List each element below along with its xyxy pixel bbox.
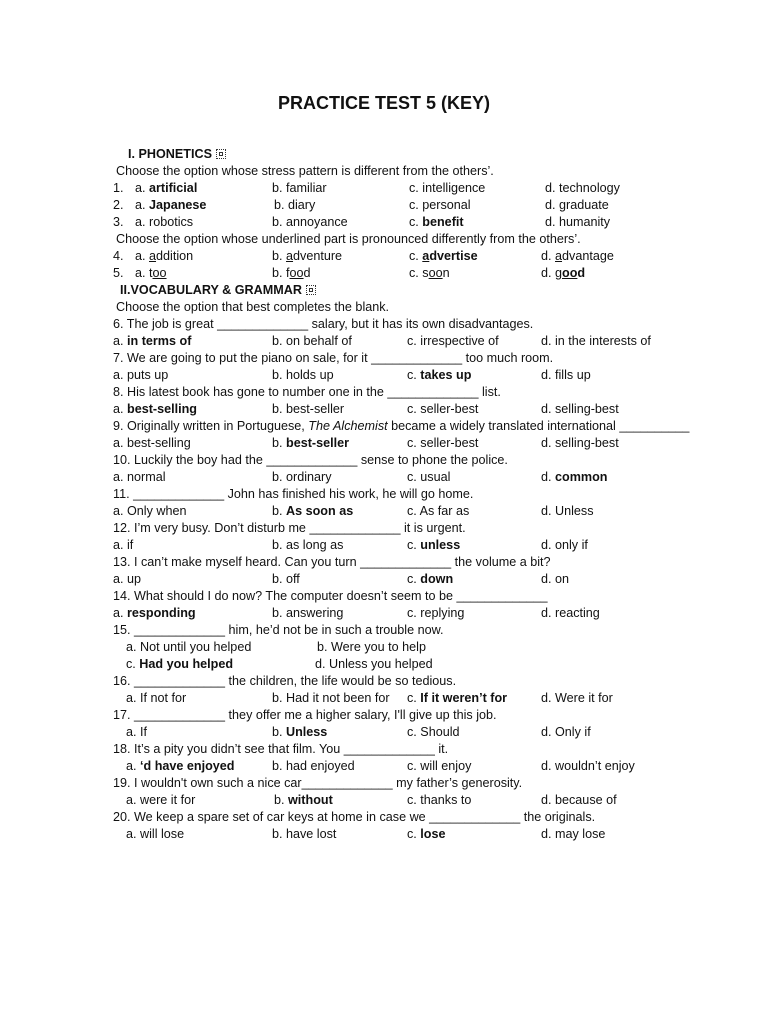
- option-b: b. as long as: [272, 538, 344, 552]
- question-17-options: a. If b. Unless c. Should d. Only if: [126, 725, 591, 739]
- section-phonetics-heading: [0, 146, 768, 163]
- option-c: c. soon: [409, 266, 450, 280]
- option-b: b. answering: [272, 606, 344, 620]
- option-c: c. As far as: [407, 504, 470, 518]
- question-16-options: a. If not for b. Had it not been for c. If it weren’t for d. Were it for: [126, 691, 613, 705]
- option-c: c. will enjoy: [407, 759, 472, 773]
- option-b: b. holds up: [272, 368, 334, 382]
- option-d: d. selling-best: [541, 402, 619, 416]
- option-d: d. reacting: [541, 606, 600, 620]
- option-b: b. Were you to help: [317, 640, 426, 654]
- question-14-options: a. responding b. answering c. replying d. reacting: [113, 606, 600, 620]
- option-c: c. thanks to: [407, 793, 472, 807]
- question-20-stem: 20. We keep a spare set of car keys at home in case we _____________ the originals.: [113, 810, 596, 824]
- question-6-options: a. in terms of b. on behalf of c. irrespective of d. in the interests of: [113, 334, 651, 348]
- question-18-options: a. ‘d have enjoyed b. had enjoyed c. will enjoy d. wouldn’t enjoy: [126, 759, 635, 773]
- correct-answer: in terms of: [127, 334, 192, 348]
- option-d: d. may lose: [541, 827, 606, 841]
- question-19-stem: 19. I wouldn't own such a nice car_____________ my father’s generosity.: [113, 776, 523, 790]
- question-19-options: a. were it for b. without c. thanks to d. because of: [126, 793, 617, 807]
- correct-answer: common: [555, 470, 608, 484]
- correct-answer: responding: [127, 606, 196, 620]
- correct-answer: Japanese: [149, 198, 207, 212]
- option-c: c. replying: [407, 606, 465, 620]
- question-9-options: a. best-selling b. best-seller c. seller-best d. selling-best: [113, 436, 619, 450]
- option-d: d. on: [541, 572, 570, 586]
- instruction-text: Choose the option whose underlined part is pronounced differently from the others’.: [116, 232, 581, 246]
- option-a: a. best-selling: [113, 436, 191, 450]
- question-3: 3. a. robotics b. annoyance c. benefit d. humanity: [113, 215, 611, 229]
- option-c: c. seller-best: [407, 436, 479, 450]
- option-c: c. intelligence: [409, 181, 486, 195]
- correct-answer: Unless: [286, 725, 328, 739]
- option-b: b. adventure: [272, 249, 343, 263]
- anchor-icon: [306, 285, 316, 295]
- page-title: PRACTICE TEST 5 (KEY): [277, 93, 491, 113]
- correct-answer: ‘d have enjoyed: [140, 759, 235, 773]
- question-number: 3.: [113, 215, 124, 229]
- option-d: d. advantage: [541, 249, 614, 263]
- option-b: b. familiar: [272, 181, 327, 195]
- question-8-stem: 8. His latest book has gone to number one in the _____________ list.: [113, 385, 501, 399]
- question-15-stem: 15. _____________ him, he’d not be in such a trouble now.: [113, 623, 444, 637]
- instruction-stress: [0, 163, 768, 180]
- option-d: d. in the interests of: [541, 334, 651, 348]
- question-17-stem: 17. _____________ they offer me a higher salary, I'll give up this job.: [113, 708, 497, 722]
- option-a: a. If not for: [126, 691, 187, 705]
- section-title: II.VOCABULARY & GRAMMAR: [120, 283, 302, 297]
- question-20-options: a. will lose b. have lost c. lose d. may lose: [126, 827, 606, 841]
- option-d: d. Unless: [541, 504, 594, 518]
- option-d: d. technology: [545, 181, 620, 195]
- option-a: a. Not until you helped: [126, 640, 252, 654]
- correct-answer: best-seller: [286, 436, 350, 450]
- option-d: d. Were it for: [541, 691, 613, 705]
- option-a: a. puts up: [113, 368, 169, 382]
- option-b: b. on behalf of: [272, 334, 352, 348]
- question-9-stem: 9. Originally written in Portuguese, The Alchemist became a widely translated international __________: [113, 419, 690, 433]
- option-b: b. ordinary: [272, 470, 332, 484]
- question-7-options: a. puts up b. holds up c. takes up d. fills up: [113, 368, 591, 382]
- question-1: 1. a. artificial b. familiar c. intelligence d. technology: [113, 181, 620, 195]
- option-a: a. were it for: [126, 793, 196, 807]
- question-12-options: a. if b. as long as c. unless d. only if: [113, 538, 588, 552]
- option-d: d. Only if: [541, 725, 591, 739]
- question-2: 2. a. Japanese b. diary c. personal d. graduate: [113, 198, 609, 212]
- question-10-options: a. normal b. ordinary c. usual d. common: [113, 470, 608, 484]
- option-d: d. only if: [541, 538, 588, 552]
- correct-answer: artificial: [149, 181, 198, 195]
- option-b: b. best-seller: [272, 402, 345, 416]
- option-c: c. Should: [407, 725, 460, 739]
- question-8-options: a. best-selling b. best-seller c. seller-best d. selling-best: [113, 402, 619, 416]
- question-15-options-row2: c. Had you helped d. Unless you helped: [126, 657, 433, 671]
- question-number: 1.: [113, 181, 124, 195]
- anchor-icon: [216, 149, 226, 159]
- option-b: b. had enjoyed: [272, 759, 355, 773]
- section-title: I. PHONETICS: [128, 147, 212, 161]
- question-13-options: a. up b. off c. down d. on: [113, 572, 570, 586]
- option-a: a. will lose: [126, 827, 185, 841]
- correct-answer: without: [288, 793, 333, 807]
- option-c: c. usual: [407, 470, 451, 484]
- question-5: [0, 265, 768, 282]
- question-13-stem: 13. I can’t make myself heard. Can you turn _____________ the volume a bit?: [113, 555, 551, 569]
- option-b: b. Had it not been for: [272, 691, 390, 705]
- correct-answer: As soon as: [286, 504, 354, 518]
- correct-answer: If it weren’t for: [420, 691, 508, 705]
- correct-answer: c. advertise: [409, 249, 478, 263]
- option-a: a. too: [135, 266, 167, 280]
- option-a: a. robotics: [135, 215, 194, 229]
- instruction-text: Choose the option whose stress pattern is different from the others’.: [116, 164, 494, 178]
- question-7-stem: 7. We are going to put the piano on sale, for it _____________ too much room.: [113, 351, 554, 365]
- option-d: d. because of: [541, 793, 617, 807]
- question-11-stem: 11. _____________ John has finished his work, he will go home.: [113, 487, 474, 501]
- question-12-stem: 12. I’m very busy. Don’t disturb me _____________ it is urgent.: [113, 521, 466, 535]
- option-b: b. diary: [274, 198, 316, 212]
- question-15-options-row1: [0, 639, 768, 656]
- question-number: 2.: [113, 198, 124, 212]
- question-number: 5.: [113, 266, 124, 280]
- question-14-stem: 14. What should I do now? The computer doesn’t seem to be _____________: [113, 589, 548, 603]
- correct-answer: Had you helped: [139, 657, 234, 671]
- option-d: d. Unless you helped: [315, 657, 433, 671]
- correct-answer: benefit: [422, 215, 464, 229]
- option-a: a. Only when: [113, 504, 187, 518]
- option-b: b. food: [272, 266, 311, 280]
- correct-answer: down: [420, 572, 454, 586]
- option-b: b. have lost: [272, 827, 337, 841]
- question-11-options: a. Only when b. As soon as c. As far as d. Unless: [113, 504, 594, 518]
- correct-answer: lose: [420, 827, 446, 841]
- correct-answer: d. good: [541, 266, 586, 280]
- correct-answer: unless: [420, 538, 461, 552]
- option-a: a. up: [113, 572, 142, 586]
- correct-answer: best-selling: [127, 402, 197, 416]
- option-a: a. addition: [135, 249, 194, 263]
- question-18-stem: 18. It’s a pity you didn’t see that film. You _____________ it.: [113, 742, 449, 756]
- instruction-blank: [0, 299, 768, 316]
- option-d: d. graduate: [545, 198, 609, 212]
- option-d: d. selling-best: [541, 436, 619, 450]
- option-d: d. humanity: [545, 215, 611, 229]
- question-4: [0, 248, 768, 265]
- option-c: c. irrespective of: [407, 334, 499, 348]
- instruction-text: Choose the option that best completes the blank.: [116, 300, 390, 314]
- instruction-pronunciation: [0, 231, 768, 248]
- option-d: d. wouldn’t enjoy: [541, 759, 635, 773]
- option-a: a. If: [126, 725, 147, 739]
- question-6-stem: 6. The job is great _____________ salary, but it has its own disadvantages.: [113, 317, 534, 331]
- correct-answer: takes up: [420, 368, 472, 382]
- question-number: 4.: [113, 249, 124, 263]
- section-vocab-heading: [0, 282, 768, 299]
- question-10-stem: 10. Luckily the boy had the _____________ sense to phone the police.: [113, 453, 508, 467]
- option-b: b. off: [272, 572, 300, 586]
- option-c: c. seller-best: [407, 402, 479, 416]
- option-d: d. fills up: [541, 368, 591, 382]
- question-16-stem: 16. _____________ the children, the life would be so tedious.: [113, 674, 457, 688]
- option-a: a. if: [113, 538, 134, 552]
- option-b: b. annoyance: [272, 215, 348, 229]
- option-a: a. normal: [113, 470, 166, 484]
- option-c: c. personal: [409, 198, 471, 212]
